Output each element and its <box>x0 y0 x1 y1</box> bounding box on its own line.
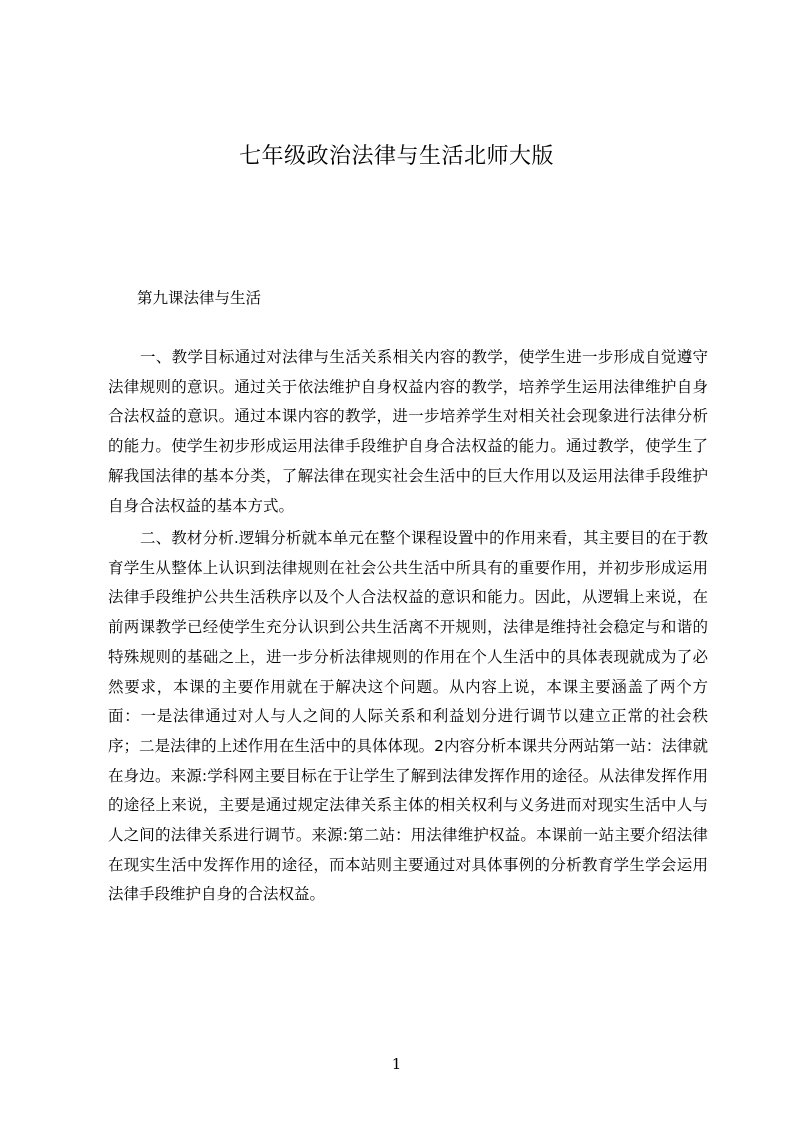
paragraph-teaching-objectives: 一、教学目标通过对法律与生活关系相关内容的教学，使学生进一步形成自觉遵守法律规则的意识。通过关于依法维护自身权益内容的教学，培养学生运用法律维护自身合法权益的意识。通过本课内容的教学，进一步培养学生对相关社会现象进行法律分析的能力。使学生初步形成运用法律手段维护自身合法权益的能力。通过教学，使学生了解我国法律的基本分类，了解法律在现实社会生活中的巨大作用以及运用法律手段维护自身合法权益的基本方式。 <box>108 348 708 515</box>
page-number: 1 <box>391 1055 402 1073</box>
paragraph-textbook-analysis: 二、教材分析.逻辑分析就本单元在整个课程设置中的作用来看，其主要目的在于教育学生从整体上认识到法律规则在社会公共生活中所具有的重要作用，并初步形成运用法律手段维护公共生活秩序以及个人合法权益的意识和能力。因此，从逻辑上来说，在前两课教学已经使学生充分认识到公共生活离不开规则，法律是维持社会稳定与和谐的特殊规则的基础之上，进一步分析法律规则的作用在个人生活中的具体表现就成为了必然要求，本课的主要作用就在于解决这个问题。从内容上说，本课主要涵盖了两个方面：一是法律通过对人与人之间的人际关系和利益划分进行调节以建立正常的社会秩序；二是法律的上述作用在生活中的具体体现。2内容分析本课共分两站第一站：法律就在身边。来源:学科网主要目标在于让学生了解到法律发挥作用的途径。从法律发挥作用的途径上来说，主要是通过规定法律关系主体的相关权利与义务进而对现实生活中人与人之间的法律关系进行调节。来源:第二站：用法律维护权益。本课前一站主要介绍法律在现实生活中发挥作用的途径，而本站则主要通过对具体事例的分析教育学生学会运用法律手段维护自身的合法权益。 <box>108 529 708 904</box>
document-title: 七年级政治法律与生活北师大版 <box>238 144 554 169</box>
section-heading: 第九课法律与生活 <box>137 289 262 307</box>
